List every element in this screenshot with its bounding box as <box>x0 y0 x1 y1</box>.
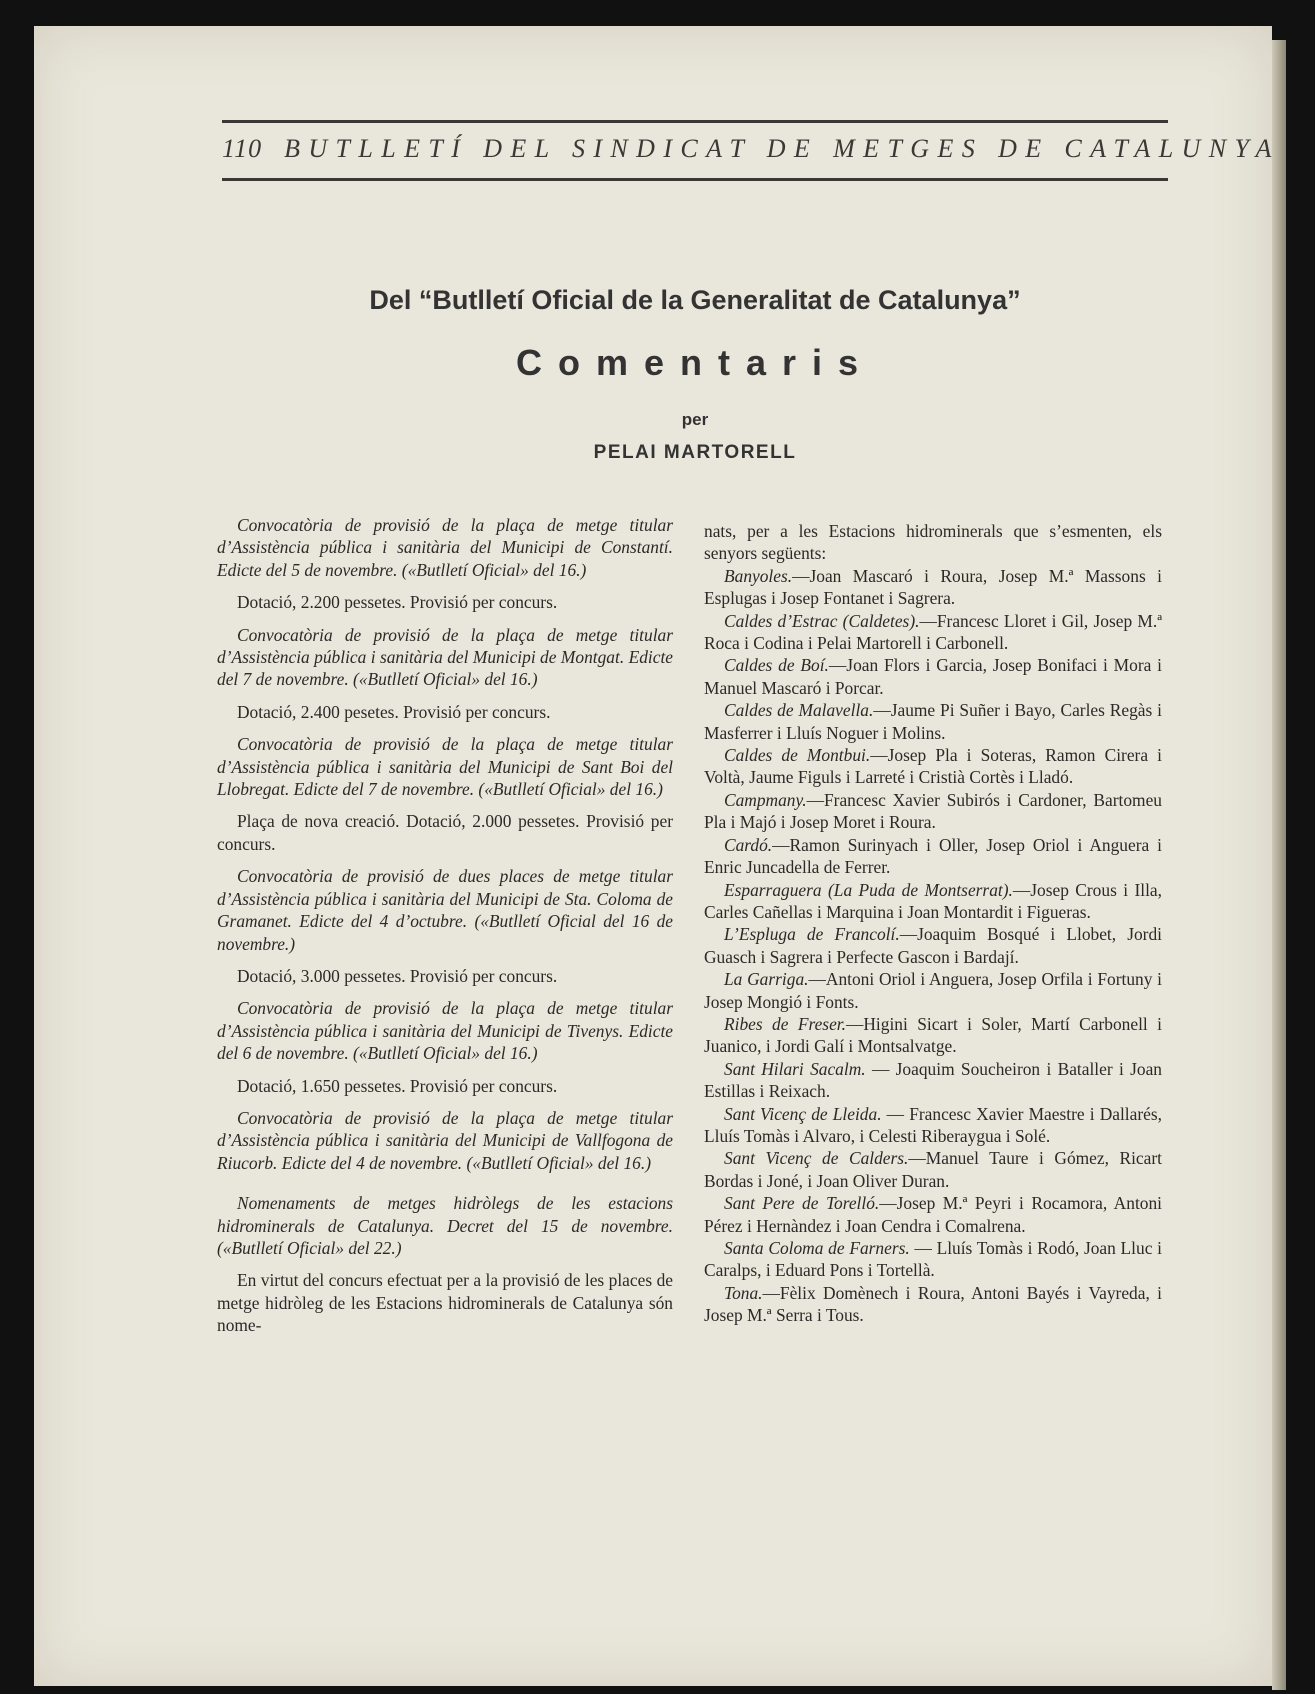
appointee-names: —Josep Pla i Soteras, Ramon Cirera i Voltà, Jaume Figuls i Larreté i Cristià Cortès i Lladó. <box>704 745 1162 788</box>
notice-text: Convocatòria de provisió de la plaça de metge titular d’Assistència pública i sanitària del Municipi de Vallfogona de Riucorb. Edicte del 4 de novembre. («Butlletí Oficial» del 16.) <box>217 1107 673 1173</box>
station-name: Sant Vicenç de Calders. <box>724 1148 909 1169</box>
header-rule-bottom <box>222 178 1168 181</box>
appointee-names: —Josep M.ª Peyri i Rocamora, Antoni Pérez i Hernàndez i Joan Cendra i Comalrena. <box>704 1193 1162 1236</box>
station-name: Caldes de Montbui. <box>724 745 871 766</box>
station-name: Cardó. <box>724 834 773 855</box>
station-name: Sant Hilari Sacalm. <box>724 1058 866 1079</box>
list-item <box>704 744 1162 789</box>
station-name: Sant Pere de Torelló. <box>724 1193 880 1214</box>
notice-text: Convocatòria de provisió de la plaça de metge titular d’Assistència pública i sanitària del Municipi de Constantí. Edicte del 5 de novembre. («Butlletí Oficial» del 16.) <box>217 515 673 580</box>
appointee-names: —Joaquim Bosqué i Llobet, Jordi Guasch i Sagrera i Perfecte Gascon i Bardají. <box>704 924 1163 967</box>
list-item <box>704 1103 1162 1148</box>
author-name: PELAI MARTORELL <box>593 442 797 463</box>
appointee-names: —Josep Crous i Illa, Carles Cañellas i Marquina i Joan Montardit i Figueras. <box>704 879 1162 922</box>
appointee-names: —Jaume Pi Suñer i Bayo, Carles Regàs i Masferrer i Lluís Noguer i Molins. <box>704 700 1162 743</box>
list-item <box>704 879 1162 924</box>
appointee-names: —Francesc Lloret i Gil, Josep M.ª Roca i Codina i Pelai Martorell i Carbonell. <box>704 610 1162 654</box>
station-name: Caldes de Boí. <box>724 655 829 676</box>
station-name: Santa Coloma de Farners. <box>724 1238 910 1258</box>
appointments-list <box>704 565 1162 1327</box>
article-headline: Del “Butlletí Oficial de la Generalitat de Catalunya” <box>369 285 1021 315</box>
notice-text: Nomenaments de metges hidròlegs de les estacions hidrominerals de Catalunya. Decret del 15 de novembre. («Butlletí Oficial» del 22.) <box>217 1193 673 1258</box>
byline-per: per <box>681 410 709 429</box>
list-item <box>704 1013 1162 1058</box>
notice-text: Convocatòria de provisió de dues places de metge titular d’Assistència pública i sanitària del Municipi de Sta. Coloma de Gramanet. Edicte del 4 d’octubre. («Butlletí Oficial del 16 de novembre.) <box>217 866 673 954</box>
station-name: La Garriga. <box>724 969 809 990</box>
notice-detail: Dotació, 2.400 pesetes. Provisió per concurs. <box>237 701 551 722</box>
list-item <box>704 1192 1162 1237</box>
journal-title: BUTLLETÍ DEL SINDICAT DE METGES DE CATALUNYA <box>284 134 1280 163</box>
list-item <box>704 654 1162 699</box>
list-item <box>704 968 1162 1013</box>
list-item <box>704 610 1162 655</box>
list-item <box>704 923 1162 968</box>
appointee-names: —Fèlix Domènech i Roura, Antoni Bayés i Vayreda, i Josep M.ª Serra i Tous. <box>704 1282 1162 1326</box>
header-rule-top <box>222 120 1168 123</box>
list-item <box>704 1237 1162 1282</box>
appointee-names: —Manuel Taure i Gómez, Ricart Bordas i Joné, i Joan Oliver Duran. <box>704 1148 1162 1191</box>
section-title: Comentaris <box>515 342 875 383</box>
station-name: Ribes de Freser. <box>724 1013 846 1034</box>
appointments-intro: nats, per a les Estacions hidrominerals que s’esmenten, els senyors següents: <box>704 521 1162 564</box>
notice-detail: Dotació, 2.200 pessetes. Provisió per concurs. <box>237 592 558 613</box>
list-item <box>704 699 1162 744</box>
appointee-names: — Francesc Xavier Maestre i Dallarés, Lluís Tomàs i Alvaro, i Celesti Riberaygua i Solé. <box>704 1103 1162 1146</box>
station-name: Caldes de Malavella. <box>724 700 874 721</box>
notice-detail: Dotació, 3.000 pessetes. Provisió per concurs. <box>237 965 558 986</box>
list-item <box>704 1058 1162 1103</box>
list-item <box>704 789 1162 834</box>
appointee-names: —Joan Flors i Garcia, Josep Bonifaci i Mora i Manuel Mascaró i Porcar. <box>704 655 1163 698</box>
appointee-names: — Joaquim Soucheiron i Bataller i Joan Estillas i Reixach. <box>704 1058 1162 1102</box>
right-column <box>704 520 1162 1327</box>
station-name: Campmany. <box>724 789 807 810</box>
station-name: Esparraguera (La Puda de Montserrat). <box>724 879 1013 900</box>
closing-paragraph: En virtut del concurs efectuat per a la provisió de les places de metge hidròleg de les Estacions hidrominerals de Catalunya són nome- <box>217 1270 673 1336</box>
appointee-names: —Ramon Surinyach i Oller, Josep Oriol i Anguera i Enric Juncadella de Ferrer. <box>704 834 1162 878</box>
page-edge <box>1272 40 1286 1690</box>
appointee-names: —Joan Mascaró i Roura, Josep M.ª Massons i Esplugas i Josep Fontanet i Sagrera. <box>704 565 1162 609</box>
list-item <box>704 1147 1162 1192</box>
appointee-names: —Higini Sicart i Soler, Martí Carbonell i Juanico, i Jordi Galí i Montsalvatge. <box>704 1013 1162 1057</box>
notice-text: Convocatòria de provisió de la plaça de metge titular d’Assistència pública i sanitària del Municipi de Montgat. Edicte del 7 de novembre. («Butlletí Oficial» del 16.) <box>217 624 673 690</box>
notice-detail: Plaça de nova creació. Dotació, 2.000 pessetes. Provisió per concurs. <box>217 811 673 854</box>
station-name: Tona. <box>724 1282 763 1303</box>
station-name: Sant Vicenç de Lleida. <box>724 1103 882 1124</box>
appointee-names: —Antoni Oriol i Anguera, Josep Orfila i Fortuny i Josep Mongió i Fonts. <box>704 969 1162 1012</box>
left-column <box>217 514 673 1337</box>
appointee-names: —Francesc Xavier Subirós i Cardoner, Bartomeu Pla i Majó i Josep Moret i Roura. <box>704 789 1162 833</box>
list-item <box>704 1282 1162 1327</box>
notice-text: Convocatòria de provisió de la plaça de metge titular d’Assistència pública i sanitària del Municipi de Tivenys. Edicte del 6 de novembre. («Butlletí Oficial» del 16.) <box>217 998 673 1064</box>
station-name: L’Espluga de Francolí. <box>724 924 900 945</box>
appointee-names: — Lluís Tomàs i Rodó, Joan Lluc i Caralps, i Eduard Pons i Tortellà. <box>704 1238 1162 1281</box>
running-head <box>222 131 1280 167</box>
notice-text: Convocatòria de provisió de la plaça de metge titular d’Assistència pública i sanitària del Municipi de Sant Boi del Llobregat. Edicte del 7 de novembre. («Butlletí Oficial» del 16.) <box>217 734 673 800</box>
list-item <box>704 834 1162 879</box>
page-number: 110 <box>222 134 263 163</box>
station-name: Banyoles. <box>724 565 793 586</box>
notice-detail: Dotació, 1.650 pessetes. Provisió per concurs. <box>237 1075 558 1096</box>
list-item <box>704 565 1162 610</box>
station-name: Caldes d’Estrac (Caldetes). <box>724 610 920 631</box>
